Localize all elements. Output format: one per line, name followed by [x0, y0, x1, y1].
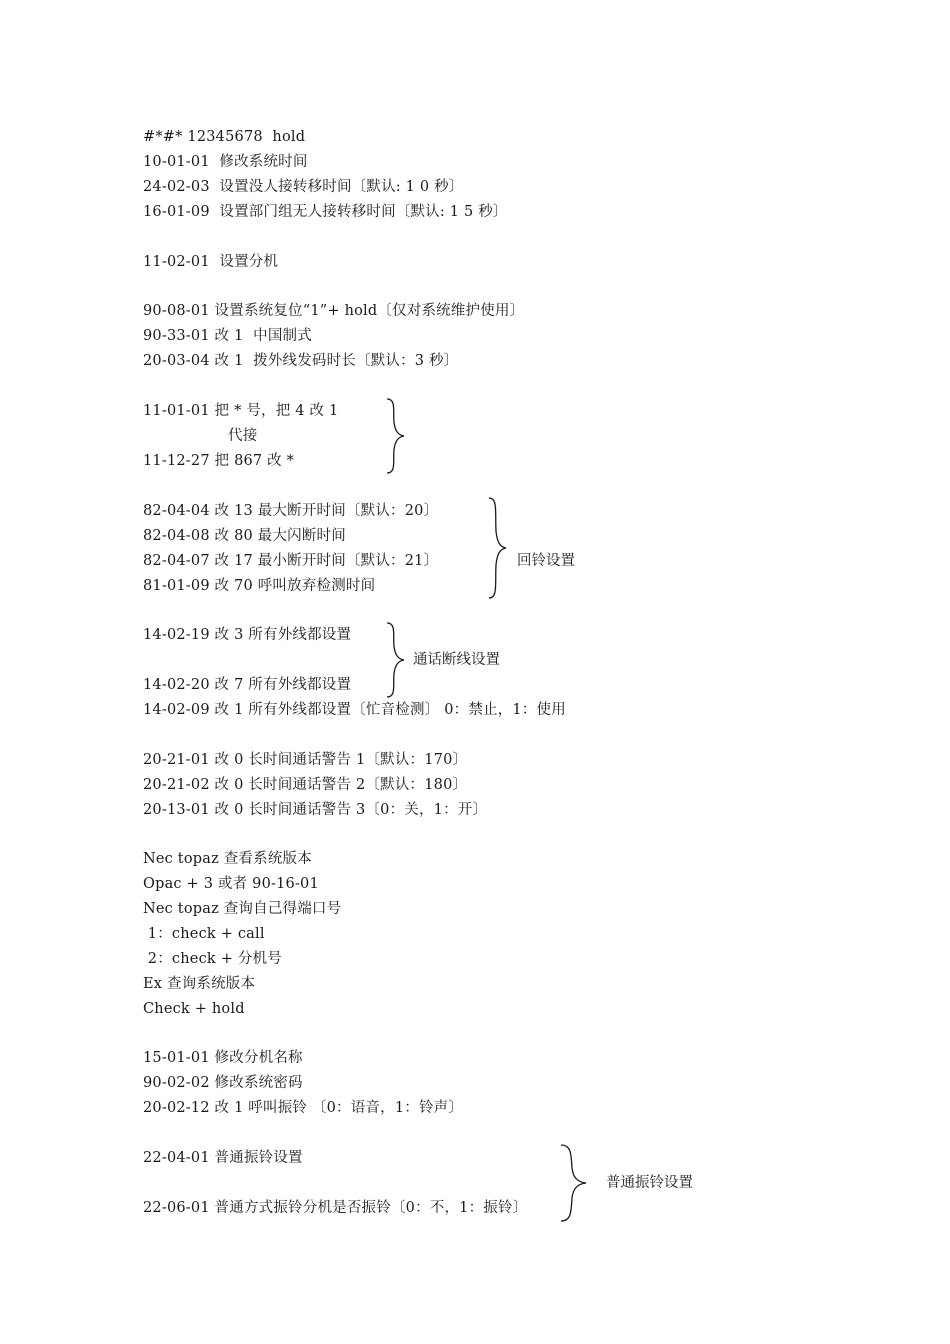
group-label-normal-ring: 普通振铃设置	[606, 1175, 693, 1191]
text-line: 11-12-27 把 867 改 *	[143, 453, 295, 469]
text-line: 90-08-01 设置系统复位“1”+ hold〔仅对系统维护使用〕	[143, 303, 525, 319]
text-line: 16-01-09 设置部门组无人接转移时间〔默认: 1 5 秒〕	[143, 204, 508, 220]
text-line: 20-21-02 改 0 长时间通话警告 2〔默认：180〕	[143, 777, 468, 793]
text-line: 90-02-02 修改系统密码	[143, 1075, 303, 1091]
text-line: Check + hold	[143, 1001, 245, 1017]
text-line: 82-04-07 改 17 最小断开时间〔默认：21〕	[143, 553, 439, 569]
text-line: Ex 查询系统版本	[143, 976, 256, 992]
text-line: 82-04-08 改 80 最大闪断时间	[143, 528, 346, 544]
text-line: 15-01-01 修改分机名称	[143, 1050, 303, 1066]
text-line: #*#* 12345678 hold	[143, 129, 306, 145]
right-brace-icon	[558, 1144, 592, 1222]
text-line: 24-02-03 设置没人接转移时间〔默认: 1 0 秒〕	[143, 179, 464, 195]
text-line: 82-04-04 改 13 最大断开时间〔默认：20〕	[143, 503, 439, 519]
text-line: 81-01-09 改 70 呼叫放弃检测时间	[143, 578, 376, 594]
group-label-ringback: 回铃设置	[517, 553, 575, 569]
text-line: 10-01-01 修改系统时间	[143, 154, 308, 170]
text-line: Opac + 3 或者 90-16-01	[143, 876, 319, 892]
right-brace-icon	[486, 497, 510, 599]
text-line: 22-06-01 普通方式振铃分机是否振铃〔0：不，1：振铃〕	[143, 1200, 528, 1216]
text-line: 20-02-12 改 1 呼叫振铃 〔0：语音，1：铃声〕	[143, 1100, 464, 1116]
text-line: 14-02-09 改 1 所有外线都设置〔忙音检测〕 0：禁止，1：使用	[143, 702, 566, 718]
text-line: 11-02-01 设置分机	[143, 254, 279, 270]
text-line: 20-21-01 改 0 长时间通话警告 1〔默认：170〕	[143, 752, 468, 768]
text-line: 11-01-01 把 * 号，把 4 改 1	[143, 403, 339, 419]
text-line: 90-33-01 改 1 中国制式	[143, 328, 312, 344]
text-line: 14-02-19 改 3 所有外线都设置	[143, 627, 352, 643]
text-line: 1：check + call	[143, 926, 265, 942]
text-line: 20-03-04 改 1 拨外线发码时长〔默认：3 秒〕	[143, 353, 459, 369]
right-brace-icon	[384, 398, 408, 474]
text-line: 2：check + 分机号	[143, 951, 282, 967]
text-line: Nec topaz 查询自己得端口号	[143, 901, 342, 917]
right-brace-icon	[384, 622, 408, 698]
text-line: 20-13-01 改 0 长时间通话警告 3〔0：关，1：开〕	[143, 802, 488, 818]
text-line: Nec topaz 查看系统版本	[143, 851, 312, 867]
text-line: 代接	[228, 428, 258, 444]
text-line: 14-02-20 改 7 所有外线都设置	[143, 677, 352, 693]
text-line: 22-04-01 普通振铃设置	[143, 1150, 303, 1166]
group-label-call-disconnect: 通话断线设置	[413, 652, 500, 668]
